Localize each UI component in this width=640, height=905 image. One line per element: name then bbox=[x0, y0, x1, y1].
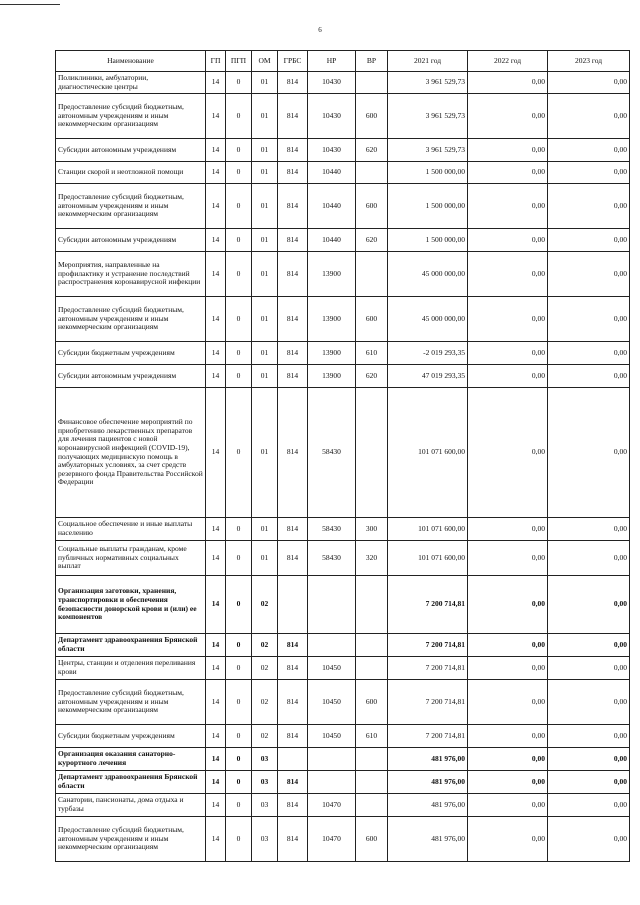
cell-gp: 14 bbox=[206, 365, 226, 388]
cell-2022: 0,00 bbox=[468, 297, 548, 342]
cell-name: Предоставление субсидий бюджетным, автономным учреждениям и иным некоммерческим организациям bbox=[56, 680, 206, 725]
cell-2021: 47 019 293,35 bbox=[388, 365, 468, 388]
cell-gp: 14 bbox=[206, 634, 226, 657]
cell-vr: 600 bbox=[356, 94, 388, 139]
cell-name: Предоставление субсидий бюджетным, автономным учреждениям и иным некоммерческим организациям bbox=[56, 184, 206, 229]
cell-name: Центры, станции и отделения переливания крови bbox=[56, 657, 206, 680]
cell-pgp: 0 bbox=[226, 518, 252, 541]
table-row bbox=[56, 162, 630, 184]
cell-gp: 14 bbox=[206, 657, 226, 680]
cell-vr bbox=[356, 794, 388, 817]
cell-vr: 600 bbox=[356, 184, 388, 229]
cell-grbs: 814 bbox=[278, 771, 308, 794]
cell-gp: 14 bbox=[206, 794, 226, 817]
cell-grbs: 814 bbox=[278, 680, 308, 725]
cell-gp: 14 bbox=[206, 576, 226, 634]
table-row bbox=[56, 365, 630, 388]
cell-gp: 14 bbox=[206, 342, 226, 365]
col-header-pgp: ПГП bbox=[226, 51, 252, 72]
cell-grbs: 814 bbox=[278, 297, 308, 342]
page-number: 6 bbox=[318, 26, 322, 34]
cell-2022: 0,00 bbox=[468, 94, 548, 139]
cell-2023: 0,00 bbox=[548, 748, 630, 771]
cell-2023: 0,00 bbox=[548, 657, 630, 680]
cell-grbs: 814 bbox=[278, 634, 308, 657]
cell-vr bbox=[356, 162, 388, 184]
cell-nr: 13900 bbox=[308, 297, 356, 342]
cell-2021: 101 071 600,00 bbox=[388, 518, 468, 541]
cell-gp: 14 bbox=[206, 748, 226, 771]
cell-nr: 10470 bbox=[308, 817, 356, 862]
cell-om: 03 bbox=[252, 817, 278, 862]
cell-pgp: 0 bbox=[226, 72, 252, 94]
cell-gp: 14 bbox=[206, 725, 226, 748]
table-row bbox=[56, 388, 630, 518]
table-row bbox=[56, 657, 630, 680]
cell-2021: 481 976,00 bbox=[388, 771, 468, 794]
cell-nr: 58430 bbox=[308, 541, 356, 576]
cell-2022: 0,00 bbox=[468, 252, 548, 297]
table-row bbox=[56, 342, 630, 365]
cell-gp: 14 bbox=[206, 771, 226, 794]
cell-om: 02 bbox=[252, 576, 278, 634]
cell-vr bbox=[356, 634, 388, 657]
cell-om: 01 bbox=[252, 162, 278, 184]
cell-2021: 481 976,00 bbox=[388, 817, 468, 862]
cell-nr: 10440 bbox=[308, 229, 356, 252]
cell-2021: 3 961 529,73 bbox=[388, 94, 468, 139]
cell-2021: 3 961 529,73 bbox=[388, 139, 468, 162]
table-row bbox=[56, 297, 630, 342]
cell-2021: 7 200 714,81 bbox=[388, 657, 468, 680]
cell-2023: 0,00 bbox=[548, 388, 630, 518]
cell-2021: 7 200 714,81 bbox=[388, 680, 468, 725]
cell-name: Департамент здравоохранения Брянской области bbox=[56, 634, 206, 657]
cell-gp: 14 bbox=[206, 229, 226, 252]
cell-2022: 0,00 bbox=[468, 725, 548, 748]
cell-pgp: 0 bbox=[226, 725, 252, 748]
cell-gp: 14 bbox=[206, 817, 226, 862]
col-header-nr: НР bbox=[308, 51, 356, 72]
cell-2022: 0,00 bbox=[468, 748, 548, 771]
cell-nr bbox=[308, 771, 356, 794]
cell-grbs: 814 bbox=[278, 794, 308, 817]
cell-grbs bbox=[278, 748, 308, 771]
cell-om: 02 bbox=[252, 657, 278, 680]
cell-vr: 320 bbox=[356, 541, 388, 576]
cell-om: 01 bbox=[252, 518, 278, 541]
table-row bbox=[56, 576, 630, 634]
cell-grbs: 814 bbox=[278, 365, 308, 388]
cell-gp: 14 bbox=[206, 252, 226, 297]
cell-2021: 1 500 000,00 bbox=[388, 229, 468, 252]
cell-grbs bbox=[278, 576, 308, 634]
cell-grbs: 814 bbox=[278, 139, 308, 162]
table-row bbox=[56, 229, 630, 252]
table-row bbox=[56, 541, 630, 576]
col-header-name: Наименование bbox=[56, 51, 206, 72]
cell-nr: 10430 bbox=[308, 72, 356, 94]
cell-name: Организация оказания санаторно-курортного лечения bbox=[56, 748, 206, 771]
cell-name: Поликлиники, амбулатории, диагностические центры bbox=[56, 72, 206, 94]
cell-2023: 0,00 bbox=[548, 229, 630, 252]
cell-2023: 0,00 bbox=[548, 94, 630, 139]
cell-pgp: 0 bbox=[226, 297, 252, 342]
cell-grbs: 814 bbox=[278, 72, 308, 94]
cell-grbs: 814 bbox=[278, 229, 308, 252]
cell-pgp: 0 bbox=[226, 252, 252, 297]
cell-2023: 0,00 bbox=[548, 576, 630, 634]
cell-vr bbox=[356, 72, 388, 94]
cell-grbs: 814 bbox=[278, 541, 308, 576]
cell-om: 01 bbox=[252, 184, 278, 229]
cell-2022: 0,00 bbox=[468, 184, 548, 229]
cell-pgp: 0 bbox=[226, 94, 252, 139]
cell-vr: 620 bbox=[356, 229, 388, 252]
cell-name: Предоставление субсидий бюджетным, автономным учреждениям и иным некоммерческим организациям bbox=[56, 297, 206, 342]
cell-vr bbox=[356, 388, 388, 518]
cell-name: Организация заготовки, хранения, транспортировки и обеспечения безопасности донорской крови и (или) ее компонентов bbox=[56, 576, 206, 634]
cell-2023: 0,00 bbox=[548, 794, 630, 817]
cell-nr: 10440 bbox=[308, 162, 356, 184]
cell-2021: 481 976,00 bbox=[388, 748, 468, 771]
cell-pgp: 0 bbox=[226, 342, 252, 365]
cell-2021: -2 019 293,35 bbox=[388, 342, 468, 365]
col-header-om: ОМ bbox=[252, 51, 278, 72]
cell-2022: 0,00 bbox=[468, 680, 548, 725]
cell-grbs: 814 bbox=[278, 184, 308, 229]
cell-2022: 0,00 bbox=[468, 229, 548, 252]
cell-om: 01 bbox=[252, 229, 278, 252]
cell-nr: 10450 bbox=[308, 725, 356, 748]
cell-name: Субсидии автономным учреждениям bbox=[56, 139, 206, 162]
cell-om: 01 bbox=[252, 297, 278, 342]
cell-grbs: 814 bbox=[278, 162, 308, 184]
cell-om: 01 bbox=[252, 94, 278, 139]
cell-grbs: 814 bbox=[278, 342, 308, 365]
cell-name: Финансовое обеспечение мероприятий по приобретению лекарственных препаратов для лечения пациентов с новой коронавирусной инфекцией (COVID-19), получающих медицинскую помощь в амбулаторных условиях, за счет средств резервного фонда Правительства Российской Федерации bbox=[56, 388, 206, 518]
cell-2022: 0,00 bbox=[468, 817, 548, 862]
cell-2023: 0,00 bbox=[548, 680, 630, 725]
cell-pgp: 0 bbox=[226, 365, 252, 388]
cell-2023: 0,00 bbox=[548, 342, 630, 365]
cell-2021: 481 976,00 bbox=[388, 794, 468, 817]
cell-2022: 0,00 bbox=[468, 794, 548, 817]
cell-om: 02 bbox=[252, 680, 278, 725]
cell-grbs: 814 bbox=[278, 518, 308, 541]
cell-nr: 10450 bbox=[308, 680, 356, 725]
cell-pgp: 0 bbox=[226, 162, 252, 184]
cell-name: Субсидии автономным учреждениям bbox=[56, 229, 206, 252]
cell-vr bbox=[356, 771, 388, 794]
cell-name: Предоставление субсидий бюджетным, автономным учреждениям и иным некоммерческим организациям bbox=[56, 817, 206, 862]
cell-pgp: 0 bbox=[226, 817, 252, 862]
cell-vr: 610 bbox=[356, 725, 388, 748]
cell-2022: 0,00 bbox=[468, 162, 548, 184]
cell-om: 01 bbox=[252, 139, 278, 162]
table-row bbox=[56, 680, 630, 725]
cell-gp: 14 bbox=[206, 162, 226, 184]
table-row bbox=[56, 94, 630, 139]
cell-2023: 0,00 bbox=[548, 252, 630, 297]
cell-vr: 610 bbox=[356, 342, 388, 365]
cell-nr: 10440 bbox=[308, 184, 356, 229]
cell-nr: 10470 bbox=[308, 794, 356, 817]
cell-2021: 3 961 529,73 bbox=[388, 72, 468, 94]
col-header-2023: 2023 год bbox=[548, 51, 630, 72]
cell-om: 02 bbox=[252, 634, 278, 657]
cell-vr: 600 bbox=[356, 817, 388, 862]
cell-gp: 14 bbox=[206, 388, 226, 518]
cell-gp: 14 bbox=[206, 518, 226, 541]
table-row bbox=[56, 817, 630, 862]
col-header-2022: 2022 год bbox=[468, 51, 548, 72]
cell-2022: 0,00 bbox=[468, 576, 548, 634]
cell-vr: 600 bbox=[356, 297, 388, 342]
cell-2022: 0,00 bbox=[468, 541, 548, 576]
cell-2023: 0,00 bbox=[548, 139, 630, 162]
cell-om: 01 bbox=[252, 72, 278, 94]
cell-2023: 0,00 bbox=[548, 725, 630, 748]
cell-vr: 620 bbox=[356, 365, 388, 388]
cell-grbs: 814 bbox=[278, 725, 308, 748]
cell-2022: 0,00 bbox=[468, 518, 548, 541]
cell-om: 03 bbox=[252, 748, 278, 771]
cell-grbs: 814 bbox=[278, 388, 308, 518]
cell-2023: 0,00 bbox=[548, 365, 630, 388]
cell-pgp: 0 bbox=[226, 576, 252, 634]
col-header-gp: ГП bbox=[206, 51, 226, 72]
cell-gp: 14 bbox=[206, 139, 226, 162]
cell-vr bbox=[356, 576, 388, 634]
cell-2021: 1 500 000,00 bbox=[388, 162, 468, 184]
cell-pgp: 0 bbox=[226, 541, 252, 576]
cell-2021: 7 200 714,81 bbox=[388, 725, 468, 748]
cell-pgp: 0 bbox=[226, 794, 252, 817]
cell-pgp: 0 bbox=[226, 184, 252, 229]
table-row bbox=[56, 771, 630, 794]
cell-gp: 14 bbox=[206, 680, 226, 725]
cell-nr: 13900 bbox=[308, 342, 356, 365]
table-row bbox=[56, 184, 630, 229]
cell-2023: 0,00 bbox=[548, 634, 630, 657]
cell-2022: 0,00 bbox=[468, 139, 548, 162]
cell-om: 02 bbox=[252, 725, 278, 748]
cell-nr: 58430 bbox=[308, 518, 356, 541]
cell-om: 01 bbox=[252, 365, 278, 388]
cell-2021: 1 500 000,00 bbox=[388, 184, 468, 229]
cell-nr bbox=[308, 748, 356, 771]
cell-nr: 13900 bbox=[308, 252, 356, 297]
cell-2021: 7 200 714,81 bbox=[388, 634, 468, 657]
cell-pgp: 0 bbox=[226, 748, 252, 771]
cell-name: Субсидии бюджетным учреждениям bbox=[56, 725, 206, 748]
col-header-2021: 2021 год bbox=[388, 51, 468, 72]
cell-gp: 14 bbox=[206, 184, 226, 229]
cell-2023: 0,00 bbox=[548, 518, 630, 541]
cell-grbs: 814 bbox=[278, 94, 308, 139]
cell-2021: 45 000 000,00 bbox=[388, 297, 468, 342]
table-row bbox=[56, 252, 630, 297]
cell-nr: 10430 bbox=[308, 139, 356, 162]
cell-vr bbox=[356, 657, 388, 680]
cell-nr bbox=[308, 634, 356, 657]
cell-vr bbox=[356, 252, 388, 297]
table-row bbox=[56, 634, 630, 657]
cell-pgp: 0 bbox=[226, 388, 252, 518]
cell-2021: 101 071 600,00 bbox=[388, 388, 468, 518]
cell-2022: 0,00 bbox=[468, 771, 548, 794]
cell-vr bbox=[356, 748, 388, 771]
cell-gp: 14 bbox=[206, 541, 226, 576]
cell-nr: 58430 bbox=[308, 388, 356, 518]
cell-2022: 0,00 bbox=[468, 342, 548, 365]
cell-gp: 14 bbox=[206, 72, 226, 94]
cell-name: Субсидии автономным учреждениям bbox=[56, 365, 206, 388]
cell-gp: 14 bbox=[206, 94, 226, 139]
cell-vr: 300 bbox=[356, 518, 388, 541]
cell-nr bbox=[308, 576, 356, 634]
table-header-row bbox=[56, 51, 630, 72]
cell-om: 01 bbox=[252, 388, 278, 518]
cell-2023: 0,00 bbox=[548, 817, 630, 862]
cell-nr: 10430 bbox=[308, 94, 356, 139]
cell-2022: 0,00 bbox=[468, 634, 548, 657]
cell-name: Предоставление субсидий бюджетным, автономным учреждениям и иным некоммерческим организациям bbox=[56, 94, 206, 139]
cell-2021: 101 071 600,00 bbox=[388, 541, 468, 576]
cell-om: 03 bbox=[252, 794, 278, 817]
corner-rule bbox=[0, 4, 60, 5]
cell-grbs: 814 bbox=[278, 657, 308, 680]
cell-om: 01 bbox=[252, 342, 278, 365]
cell-2023: 0,00 bbox=[548, 184, 630, 229]
table-row bbox=[56, 748, 630, 771]
cell-2021: 7 200 714,81 bbox=[388, 576, 468, 634]
table-row bbox=[56, 794, 630, 817]
cell-pgp: 0 bbox=[226, 680, 252, 725]
cell-pgp: 0 bbox=[226, 229, 252, 252]
cell-name: Санатории, пансионаты, дома отдыха и турбазы bbox=[56, 794, 206, 817]
cell-nr: 10450 bbox=[308, 657, 356, 680]
cell-2022: 0,00 bbox=[468, 72, 548, 94]
cell-2023: 0,00 bbox=[548, 297, 630, 342]
cell-grbs: 814 bbox=[278, 252, 308, 297]
cell-gp: 14 bbox=[206, 297, 226, 342]
cell-vr: 620 bbox=[356, 139, 388, 162]
cell-2022: 0,00 bbox=[468, 365, 548, 388]
table-row bbox=[56, 139, 630, 162]
cell-2023: 0,00 bbox=[548, 72, 630, 94]
cell-name: Мероприятия, направленные на профилактику и устранение последствий распространения коронавирусной инфекции bbox=[56, 252, 206, 297]
budget-table bbox=[55, 50, 630, 862]
cell-nr: 13900 bbox=[308, 365, 356, 388]
cell-name: Станции скорой и неотложной помощи bbox=[56, 162, 206, 184]
col-header-vr: ВР bbox=[356, 51, 388, 72]
cell-pgp: 0 bbox=[226, 634, 252, 657]
cell-name: Департамент здравоохранения Брянской области bbox=[56, 771, 206, 794]
cell-2023: 0,00 bbox=[548, 162, 630, 184]
cell-2023: 0,00 bbox=[548, 541, 630, 576]
cell-name: Субсидии бюджетным учреждениям bbox=[56, 342, 206, 365]
cell-2022: 0,00 bbox=[468, 388, 548, 518]
cell-pgp: 0 bbox=[226, 771, 252, 794]
cell-pgp: 0 bbox=[226, 657, 252, 680]
cell-grbs: 814 bbox=[278, 817, 308, 862]
cell-pgp: 0 bbox=[226, 139, 252, 162]
cell-2021: 45 000 000,00 bbox=[388, 252, 468, 297]
table-row bbox=[56, 725, 630, 748]
cell-om: 01 bbox=[252, 252, 278, 297]
cell-vr: 600 bbox=[356, 680, 388, 725]
cell-om: 03 bbox=[252, 771, 278, 794]
col-header-grbs: ГРБС bbox=[278, 51, 308, 72]
table-row bbox=[56, 72, 630, 94]
cell-name: Социальное обеспечение и иные выплаты населению bbox=[56, 518, 206, 541]
cell-name: Социальные выплаты гражданам, кроме публичных нормативных социальных выплат bbox=[56, 541, 206, 576]
cell-2023: 0,00 bbox=[548, 771, 630, 794]
table-row bbox=[56, 518, 630, 541]
cell-om: 01 bbox=[252, 541, 278, 576]
cell-2022: 0,00 bbox=[468, 657, 548, 680]
